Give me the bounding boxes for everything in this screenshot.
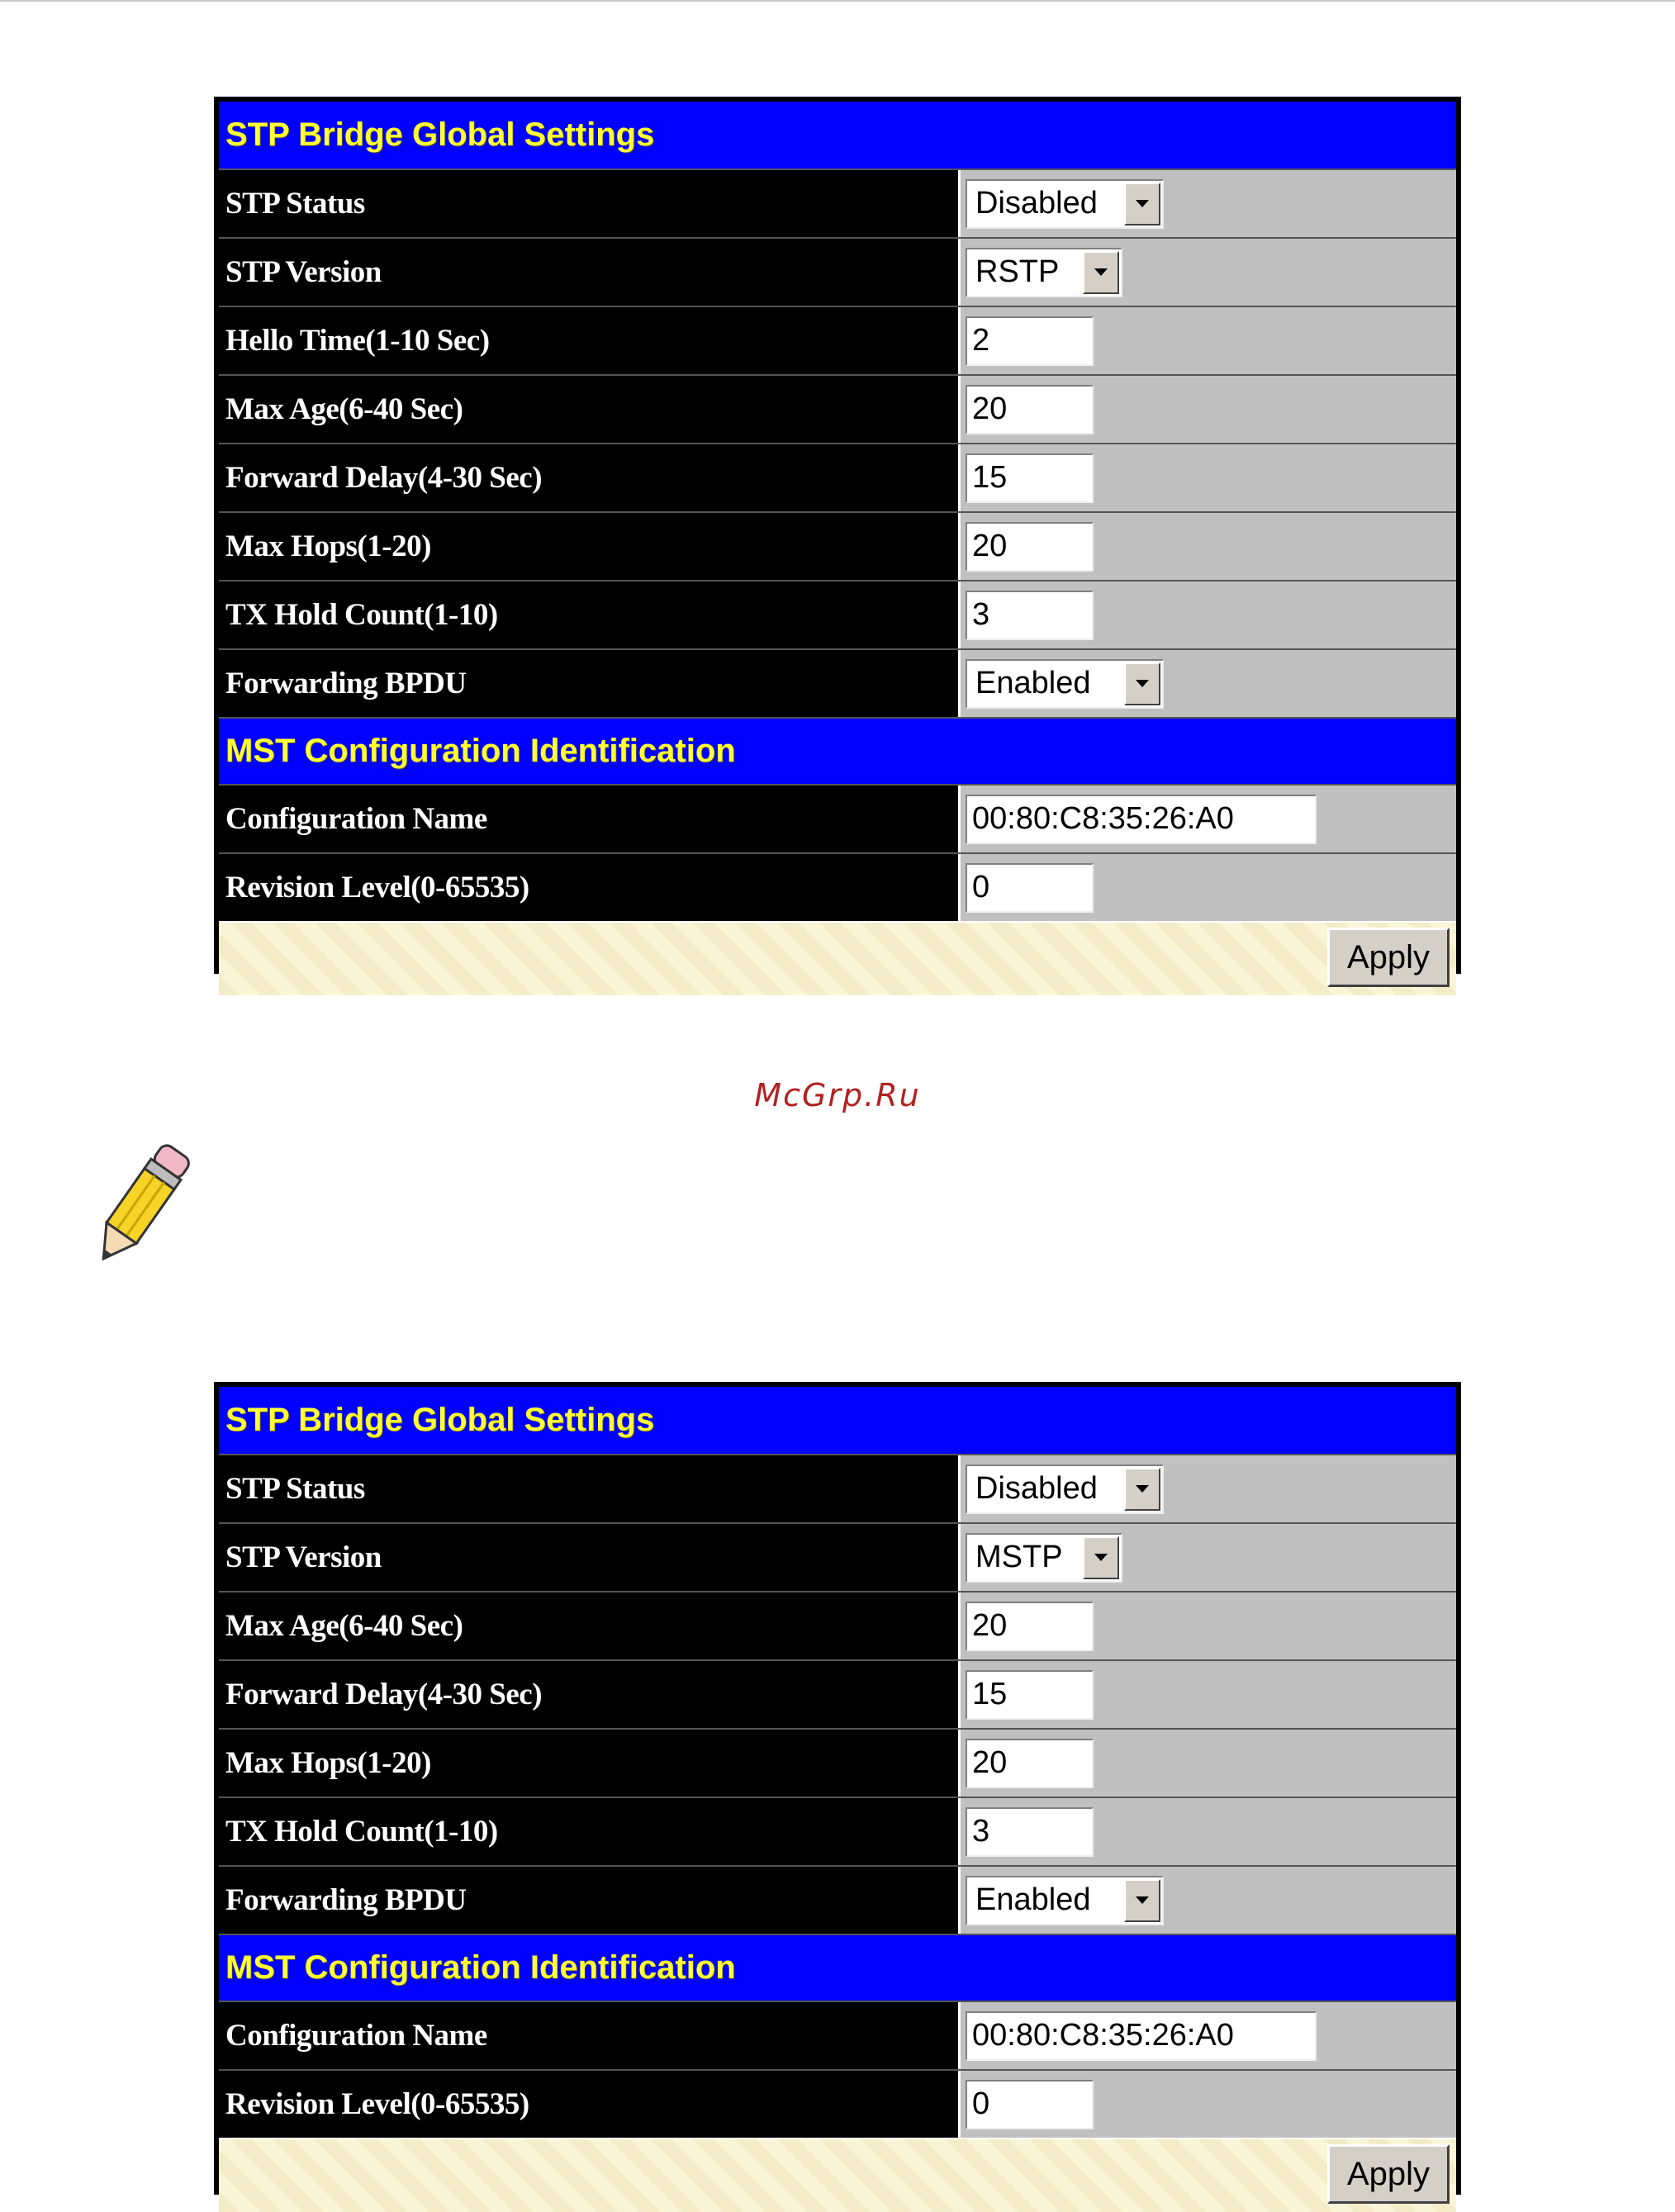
stp-status-row — [219, 1454, 1456, 1522]
configuration-name-input[interactable]: 00:80:C8:35:26:A0 — [966, 2011, 1317, 2061]
max-age-label: Max Age(6-40 Sec) — [219, 1593, 958, 1659]
revision-level-label: Revision Level(0-65535) — [219, 854, 958, 921]
tx-hold-count-label: TX Hold Count(1-10) — [219, 1798, 958, 1865]
forwarding-bpdu-label: Forwarding BPDU — [219, 1867, 958, 1934]
forwarding-bpdu-row — [219, 648, 1456, 717]
max-hops-input[interactable]: 20 — [966, 522, 1094, 572]
max-hops-row — [219, 511, 1456, 580]
configuration-name-label: Configuration Name — [219, 2002, 958, 2069]
tx-hold-count-row — [219, 1797, 1456, 1865]
forward-delay-row — [219, 1659, 1456, 1728]
hello-time-label: Hello Time(1-10 Sec) — [219, 307, 958, 374]
stp-status-select[interactable]: Disabled — [966, 1464, 1164, 1514]
max-age-label: Max Age(6-40 Sec) — [219, 376, 958, 443]
forwarding-bpdu-select[interactable]: Enabled — [966, 1876, 1164, 1925]
chevron-down-icon[interactable] — [1124, 1468, 1160, 1511]
section-header-global-settings: STP Bridge Global Settings — [219, 1387, 1456, 1454]
forward-delay-input[interactable]: 15 — [966, 453, 1094, 503]
configuration-name-label: Configuration Name — [219, 786, 958, 852]
form-footer — [219, 2138, 1456, 2212]
top-divider — [0, 0, 1675, 2]
pencil-icon — [78, 1132, 202, 1280]
max-age-row — [219, 1591, 1456, 1659]
chevron-down-icon[interactable] — [1124, 662, 1160, 705]
forward-delay-label: Forward Delay(4-30 Sec) — [219, 1661, 958, 1728]
max-hops-label: Max Hops(1-20) — [219, 1730, 958, 1797]
max-hops-row — [219, 1728, 1456, 1797]
stp-bridge-global-settings-panel-rstp — [214, 97, 1461, 974]
tx-hold-count-input[interactable]: 3 — [966, 1807, 1094, 1857]
chevron-down-icon[interactable] — [1083, 1536, 1119, 1579]
configuration-name-row — [219, 784, 1456, 852]
chevron-down-icon[interactable] — [1083, 251, 1119, 294]
tx-hold-count-input[interactable]: 3 — [966, 591, 1094, 640]
stp-bridge-global-settings-panel-mstp — [214, 1382, 1461, 2195]
revision-level-input[interactable]: 0 — [966, 2080, 1094, 2129]
stp-version-select[interactable]: MSTP — [966, 1533, 1122, 1583]
stp-status-select[interactable]: Disabled — [966, 179, 1164, 229]
section-header-mst-configuration: MST Configuration Identification — [219, 1934, 1456, 2001]
revision-level-label: Revision Level(0-65535) — [219, 2071, 958, 2138]
forward-delay-input[interactable]: 15 — [966, 1670, 1094, 1720]
revision-level-row — [219, 2069, 1456, 2138]
forwarding-bpdu-row — [219, 1865, 1456, 1934]
hello-time-row — [219, 306, 1456, 374]
stp-status-label: STP Status — [219, 170, 958, 237]
max-hops-label: Max Hops(1-20) — [219, 513, 958, 580]
stp-version-select[interactable]: RSTP — [966, 248, 1122, 297]
chevron-down-icon[interactable] — [1124, 183, 1160, 225]
apply-button[interactable]: Apply — [1327, 2144, 1450, 2204]
apply-button[interactable]: Apply — [1327, 928, 1450, 987]
forward-delay-label: Forward Delay(4-30 Sec) — [219, 444, 958, 511]
max-age-row — [219, 374, 1456, 443]
forwarding-bpdu-label: Forwarding BPDU — [219, 650, 958, 717]
stp-version-label: STP Version — [219, 239, 958, 306]
stp-status-label: STP Status — [219, 1455, 958, 1522]
section-header-mst-configuration: MST Configuration Identification — [219, 717, 1456, 784]
tx-hold-count-label: TX Hold Count(1-10) — [219, 581, 958, 648]
chevron-down-icon[interactable] — [1124, 1879, 1160, 1922]
max-age-input[interactable]: 20 — [966, 1602, 1094, 1651]
tx-hold-count-row — [219, 580, 1456, 648]
configuration-name-row — [219, 2001, 1456, 2069]
revision-level-row — [219, 852, 1456, 921]
stp-version-row — [219, 237, 1456, 306]
stp-version-label: STP Version — [219, 1524, 958, 1591]
revision-level-input[interactable]: 0 — [966, 863, 1094, 913]
forward-delay-row — [219, 443, 1456, 511]
configuration-name-input[interactable]: 00:80:C8:35:26:A0 — [966, 795, 1317, 844]
forwarding-bpdu-select[interactable]: Enabled — [966, 659, 1164, 709]
max-hops-input[interactable]: 20 — [966, 1739, 1094, 1788]
form-footer — [219, 921, 1456, 995]
stp-version-row — [219, 1522, 1456, 1591]
hello-time-input[interactable]: 2 — [966, 316, 1094, 366]
stp-status-row — [219, 169, 1456, 237]
section-header-global-settings: STP Bridge Global Settings — [219, 102, 1456, 169]
watermark-text: McGrp.Ru — [754, 1077, 921, 1113]
max-age-input[interactable]: 20 — [966, 385, 1094, 434]
